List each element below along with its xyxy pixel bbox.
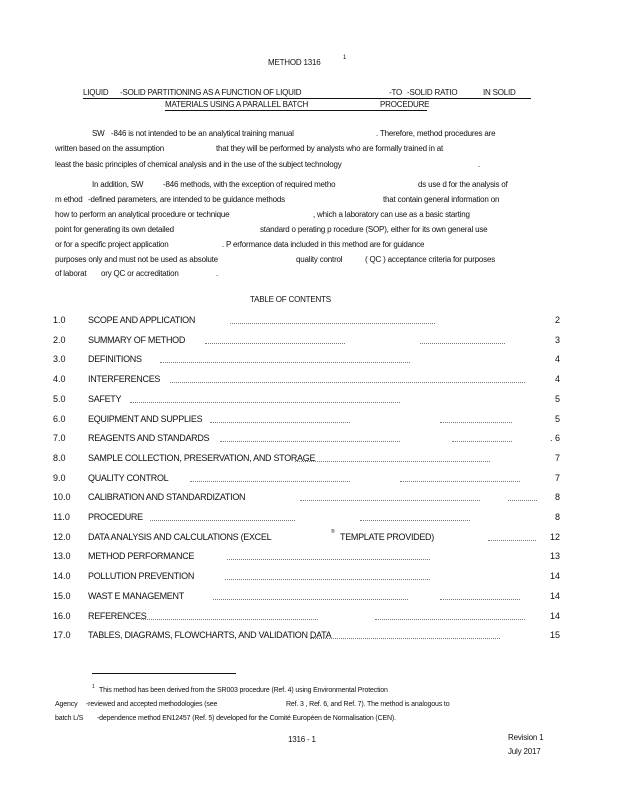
toc-dot-leader [300,500,480,501]
toc-section-number: 3.0 [53,354,66,365]
toc-section-number: 1.0 [53,315,66,325]
toc-section-number: 5.0 [53,393,66,404]
page-number-label: 1316 - 1 [288,735,316,744]
toc-page-number: 14 [549,571,560,582]
title-l2-part-b: PROCEDURE [380,100,430,109]
title-line-1 [83,88,531,99]
toc-entry [0,453,618,467]
toc-entry [0,315,618,329]
toc-dot-leader [227,559,430,560]
intro-text-segment: of laborat [55,269,87,278]
intro-text-segment: that they will be performed by analysts who are formally trained in at [216,144,444,153]
title-line-2 [165,100,430,111]
intro-text-segment: how to perform an analytical procedure or technique [55,210,230,219]
toc-section-title: METHOD PERFORMANCE [88,551,195,562]
toc-entry [0,591,618,605]
intro-text-segment: -846 methods, with the exception of required metho [163,180,336,189]
title-l1-part-c: -TO [389,88,403,97]
footnote-line-3b: -dependence method EN12457 (Ref. 5) developed for the Comité Européen de Normalisation (CEN). [97,715,396,722]
toc-dot-leader [452,441,512,442]
toc-entry [0,374,618,388]
intro-text-segment: -846 is not intended to be an analytical training manual [111,129,294,138]
toc-dot-leader [150,520,295,521]
intro-text-segment: . [216,269,219,278]
toc-page-number: 14 [549,590,560,601]
footnote-ref-marker: 1 [343,55,347,61]
toc-section-title: REAGENTS AND STANDARDS [88,433,210,444]
toc-page-number: 2 [554,315,560,325]
toc-page-number: 13 [549,551,560,562]
intro-text-segment: SW [92,129,105,138]
footnote-line-2b: -reviewed and accepted methodologies (see [86,701,218,708]
toc-section-title: SCOPE AND APPLICATION [88,315,196,325]
toc-dot-leader [170,382,525,383]
toc-page-number: 7 [554,472,560,483]
toc-dot-leader [400,481,520,482]
toc-entry [0,473,618,487]
intro-text-segment: least the basic principles of chemical analysis and in the use of the subject technology [55,160,342,169]
intro-text-segment: that contain general information on [383,195,500,204]
toc-dot-leader [220,441,400,442]
toc-page-number: 12 [549,531,560,542]
toc-page-number: 5 [554,413,560,424]
toc-entry [0,551,618,565]
toc-section-number: 10.0 [53,492,71,503]
toc-entry [0,512,618,526]
toc-section-title: TABLES, DIAGRAMS, FLOWCHARTS, AND VALIDATION DATA [88,630,332,641]
title-l1-part-a: LIQUID [83,88,109,97]
toc-entry [0,492,618,506]
toc-entry [0,571,618,585]
intro-text-segment: point for generating its own detailed [55,225,174,234]
footnote-divider [92,673,236,674]
toc-page-number: 8 [554,492,560,503]
toc-section-number: 16.0 [53,610,71,621]
toc-dot-leader [225,579,430,580]
toc-section-number: 6.0 [53,413,66,424]
toc-dot-leader [310,638,500,639]
toc-section-title: PROCEDURE [88,512,143,522]
toc-section-number: 12.0 [53,531,71,542]
toc-section-title: SAFETY [88,393,122,404]
intro-text-segment: standard o perating p rocedure (SOP), either for its own general use [260,225,488,234]
toc-page-number: 4 [554,354,560,365]
intro-text-segment: quality control [296,255,343,264]
toc-section-title: SUMMARY OF METHOD [88,334,186,345]
toc-section-title: EQUIPMENT AND SUPPLIES [88,413,203,424]
toc-dot-leader [160,362,410,363]
intro-text-segment: In addition, SW [92,180,144,189]
toc-section-title: QUALITY CONTROL [88,472,169,483]
toc-dot-leader [205,343,345,344]
toc-section-number: 8.0 [53,452,66,463]
toc-section-number: 4.0 [53,374,66,385]
registered-trademark-mark: ® [331,528,335,535]
footnote-line-3a: batch L/S [55,715,84,722]
toc-dot-leader [295,461,490,462]
toc-section-title: DEFINITIONS [88,354,142,365]
intro-text-segment: . P erformance data included in this method are for guidance [222,240,425,249]
toc-section-number: 15.0 [53,590,71,601]
toc-section-title: CALIBRATION AND STANDARDIZATION [88,492,246,503]
toc-dot-leader [130,402,400,403]
title-l1-part-b: -SOLID PARTITIONING AS A FUNCTION OF LIQUID [120,88,302,97]
toc-section-number: 7.0 [53,433,66,444]
revision-label: Revision 1 [508,733,544,742]
toc-section-number: 14.0 [53,571,71,582]
toc-section-title: POLLUTION PREVENTION [88,571,195,582]
toc-dot-leader [440,599,520,600]
toc-entry [0,630,618,644]
toc-entry [0,611,618,625]
toc-page-number: 8 [554,512,560,522]
title-l2-part-a: MATERIALS USING A PARALLEL BATCH [165,100,309,109]
toc-entry [0,394,618,408]
toc-page-number: 7 [554,452,560,463]
title-l1-part-e: IN SOLID [483,88,516,97]
toc-page-number: . 6 [549,433,560,444]
toc-section-number: 17.0 [53,630,71,641]
intro-text-segment: purposes only and must not be used as absolute [55,255,218,264]
toc-section-title: DATA ANALYSIS AND CALCULATIONS (EXCEL [88,531,272,542]
intro-text-segment: . [478,160,481,169]
toc-section-number: 2.0 [53,334,66,345]
toc-dot-leader [488,540,536,541]
toc-dot-leader [141,619,318,620]
toc-entry [0,414,618,428]
footnote-line-1: This method has been derived from the SR003 procedure (Ref. 4) using Environmental Protection [99,687,388,694]
toc-dot-leader [230,323,435,324]
toc-dot-leader [508,500,537,501]
toc-entry [0,433,618,447]
footnote-line-2a: Agency [55,701,78,708]
toc-section-number: 11.0 [53,512,70,522]
toc-section-number: 13.0 [53,551,71,562]
toc-dot-leader [190,481,350,482]
toc-page-number: 14 [549,610,560,621]
toc-section-title: WAST E MANAGEMENT [88,590,184,601]
title-l1-part-d: -SOLID RATIO [407,88,458,97]
toc-section-title: INTERFERENCES [88,374,161,385]
toc-page-number: 15 [549,630,560,641]
toc-dot-leader [213,599,408,600]
toc-heading: TABLE OF CONTENTS [250,295,331,304]
intro-text-segment: written based on the assumption [55,144,164,153]
toc-entry [0,528,618,546]
intro-text-segment: . Therefore, method procedures are [376,129,496,138]
intro-text-segment: or for a specific project application [55,240,169,249]
toc-page-number: 3 [554,334,560,345]
toc-dot-leader [440,422,512,423]
toc-dot-leader [420,343,505,344]
toc-entry [0,335,618,349]
intro-text-segment: ds use d for the analysis of [418,180,508,189]
toc-entry [0,354,618,368]
intro-text-segment: , which a laboratory can use as a basic starting [313,210,470,219]
revision-date: July 2017 [508,747,541,756]
toc-section-title: REFERENCES [88,610,147,621]
intro-text-segment: -defined parameters, are intended to be guidance methods [88,195,285,204]
toc-section-title: SAMPLE COLLECTION, PRESERVATION, AND STORAGE [88,452,316,463]
toc-dot-leader [360,520,470,521]
toc-dot-leader [375,619,525,620]
toc-section-title-continued: TEMPLATE PROVIDED) [340,531,434,542]
intro-text-segment: ory QC or accreditation [101,269,179,278]
toc-page-number: 4 [554,374,560,385]
toc-section-number: 9.0 [53,472,66,483]
intro-text-segment: m ethod [55,195,83,204]
footnote-line-2c: Ref. 3 , Ref. 6, and Ref. 7). The method is analogous to [286,701,450,708]
toc-dot-leader [210,422,350,423]
intro-text-segment: ( QC ) acceptance criteria for purposes [365,255,496,264]
method-number: METHOD 1316 [268,58,321,67]
footnote-marker: 1 [92,684,95,690]
toc-page-number: 5 [554,393,560,404]
